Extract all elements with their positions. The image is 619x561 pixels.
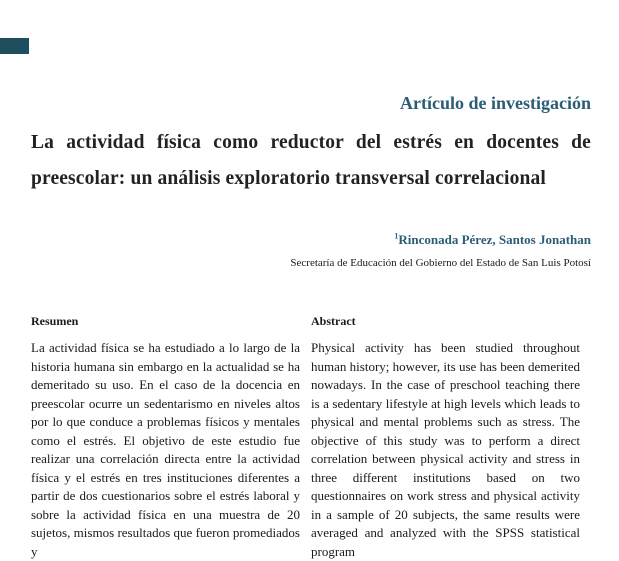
resumen-heading: Resumen — [31, 314, 79, 328]
author-affiliation: Secretaría de Educación del Gobierno del Estado de San Luis Potosí — [290, 257, 591, 269]
article-title: La actividad física como reductor del estrés en docentes de preescolar: un análisis exploratorio transversal correlacional — [31, 132, 591, 189]
author-line — [394, 232, 591, 248]
abstract-text: Physical activity has been studied throughout human history; however, its use has been demerited nowadays. In the case of preschool teaching there is a sedentary lifestyle at high levels which leads to physical and mental problems such as stress. The objective of this study was to perform a direct correlation between physical activity and stress in three different institutions based on two questionnaires on work stress and physical activity in a sample of 20 subjects, the same results were averaged and analyzed with the SPSS statistical program — [311, 340, 580, 559]
journal-accent-bar — [0, 38, 29, 54]
resumen-section — [31, 313, 300, 561]
article-type-label: Artículo de investigación — [400, 93, 591, 113]
author-affiliation-marker: 1 — [394, 231, 399, 241]
abstract-heading: Abstract — [311, 314, 356, 328]
author-names: Rinconada Pérez, Santos Jonathan — [398, 232, 591, 247]
resumen-text: La actividad física se ha estudiado a lo largo de la historia humana sin embargo en la actualidad se ha demeritado su uso. En el caso de la docencia en preescolar ocurre un sedentarismo en niveles altos por lo que conduce a problemas físicos y mentales como el estrés. El objetivo de este estudio fue realizar una correlación directa entre la actividad física y el estrés en tres instituciones diferentes a partir de dos cuestionarios sobre el estrés laboral y sobre la actividad física en una muestra de 20 sujetos, mismos resultados que fueron promediados y — [31, 340, 300, 559]
abstract-section — [311, 313, 580, 561]
